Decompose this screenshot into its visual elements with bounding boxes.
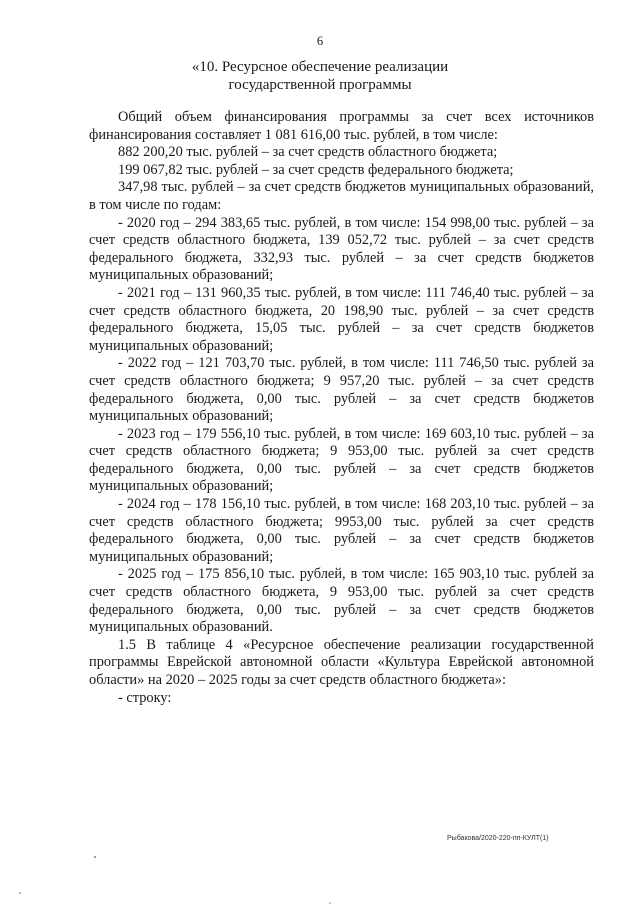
paragraph-table-4-amendment: 1.5 В таблице 4 «Ресурсное обеспечение реализации государственной программы Еврейской автономной области «Культура Еврейской автономной области» на 2020 – 2025 годы за счет средств областного бюджета»: [89,636,594,688]
paragraph-year-2022: - 2022 год – 121 703,70 тыс. рублей, в том числе: 111 746,50 тыс. рублей за счет средств областного бюджета; 9 957,20 тыс. рублей – за счет средств федерального бюджета, 0,00 тыс. рублей – за счет средств бюджетов муниципальных образований; [89,355,594,425]
paragraph-row-intro: - строку: [118,689,172,706]
paragraph-year-2023: - 2023 год – 179 556,10 тыс. рублей, в том числе: 169 603,10 тыс. рублей – за счет средств областного бюджета; 9 953,00 тыс. рублей за счет средств федерального бюджета, 0,00 тыс. рублей – за счет средств бюджетов муниципальных образований; [89,425,594,495]
section-heading [0,58,640,94]
paragraph-municipal-budget: 347,98 тыс. рублей – за счет средств бюджетов муниципальных образований, в том числе по годам: [89,179,594,213]
paragraph-year-2020: - 2020 год – 294 383,65 тыс. рублей, в том числе: 154 998,00 тыс. рублей – за счет средств областного бюджета, 139 052,72 тыс. рублей – за счет средств федерального бюджета, 332,93 тыс. рублей – за счет средств бюджетов муниципальных образований; [89,214,594,284]
document-body [89,109,594,707]
paragraph-federal-budget: 199 067,82 тыс. рублей – за счет средств федерального бюджета; [118,161,514,178]
section-heading-line-1: «10. Ресурсное обеспечение реализации [191,59,449,75]
page-number: 6 [316,34,324,48]
paragraph-year-2024: - 2024 год – 178 156,10 тыс. рублей, в том числе: 168 203,10 тыс. рублей – за счет средств областного бюджета; 9953,00 тыс. рублей за счет средств федерального бюджета, 0,00 тыс. рублей – за счет средств бюджетов муниципальных образований; [89,496,594,565]
paragraph-year-2021: - 2021 год – 131 960,35 тыс. рублей, в том числе: 111 746,40 тыс. рублей – за счет средств областного бюджета, 20 198,90 тыс. рублей – за счет средств федерального бюджета, 15,05 тыс. рублей – за счет средств бюджетов муниципальных образований; [89,284,594,354]
paragraph-regional-budget: 882 200,20 тыс. рублей – за счет средств областного бюджета; [118,144,498,161]
section-heading-line-2: государственной программы [228,77,412,93]
paragraph-total-funding: Общий объем финансирования программы за счет всех источников финансирования составляет 1 081 616,00 тыс. рублей, в том числе: [89,109,594,143]
document-reference-code: Рыбакова/2020-220-пп-КУЛТ(1) [447,835,549,842]
paragraph-year-2025: - 2025 год – 175 856,10 тыс. рублей, в том числе: 165 903,10 тыс. рублей за счет средств областного бюджета, 9 953,00 тыс. рублей за счет средств федерального бюджета, 0,00 тыс. рублей – за счет средств бюджетов муниципальных образований. [89,566,594,636]
